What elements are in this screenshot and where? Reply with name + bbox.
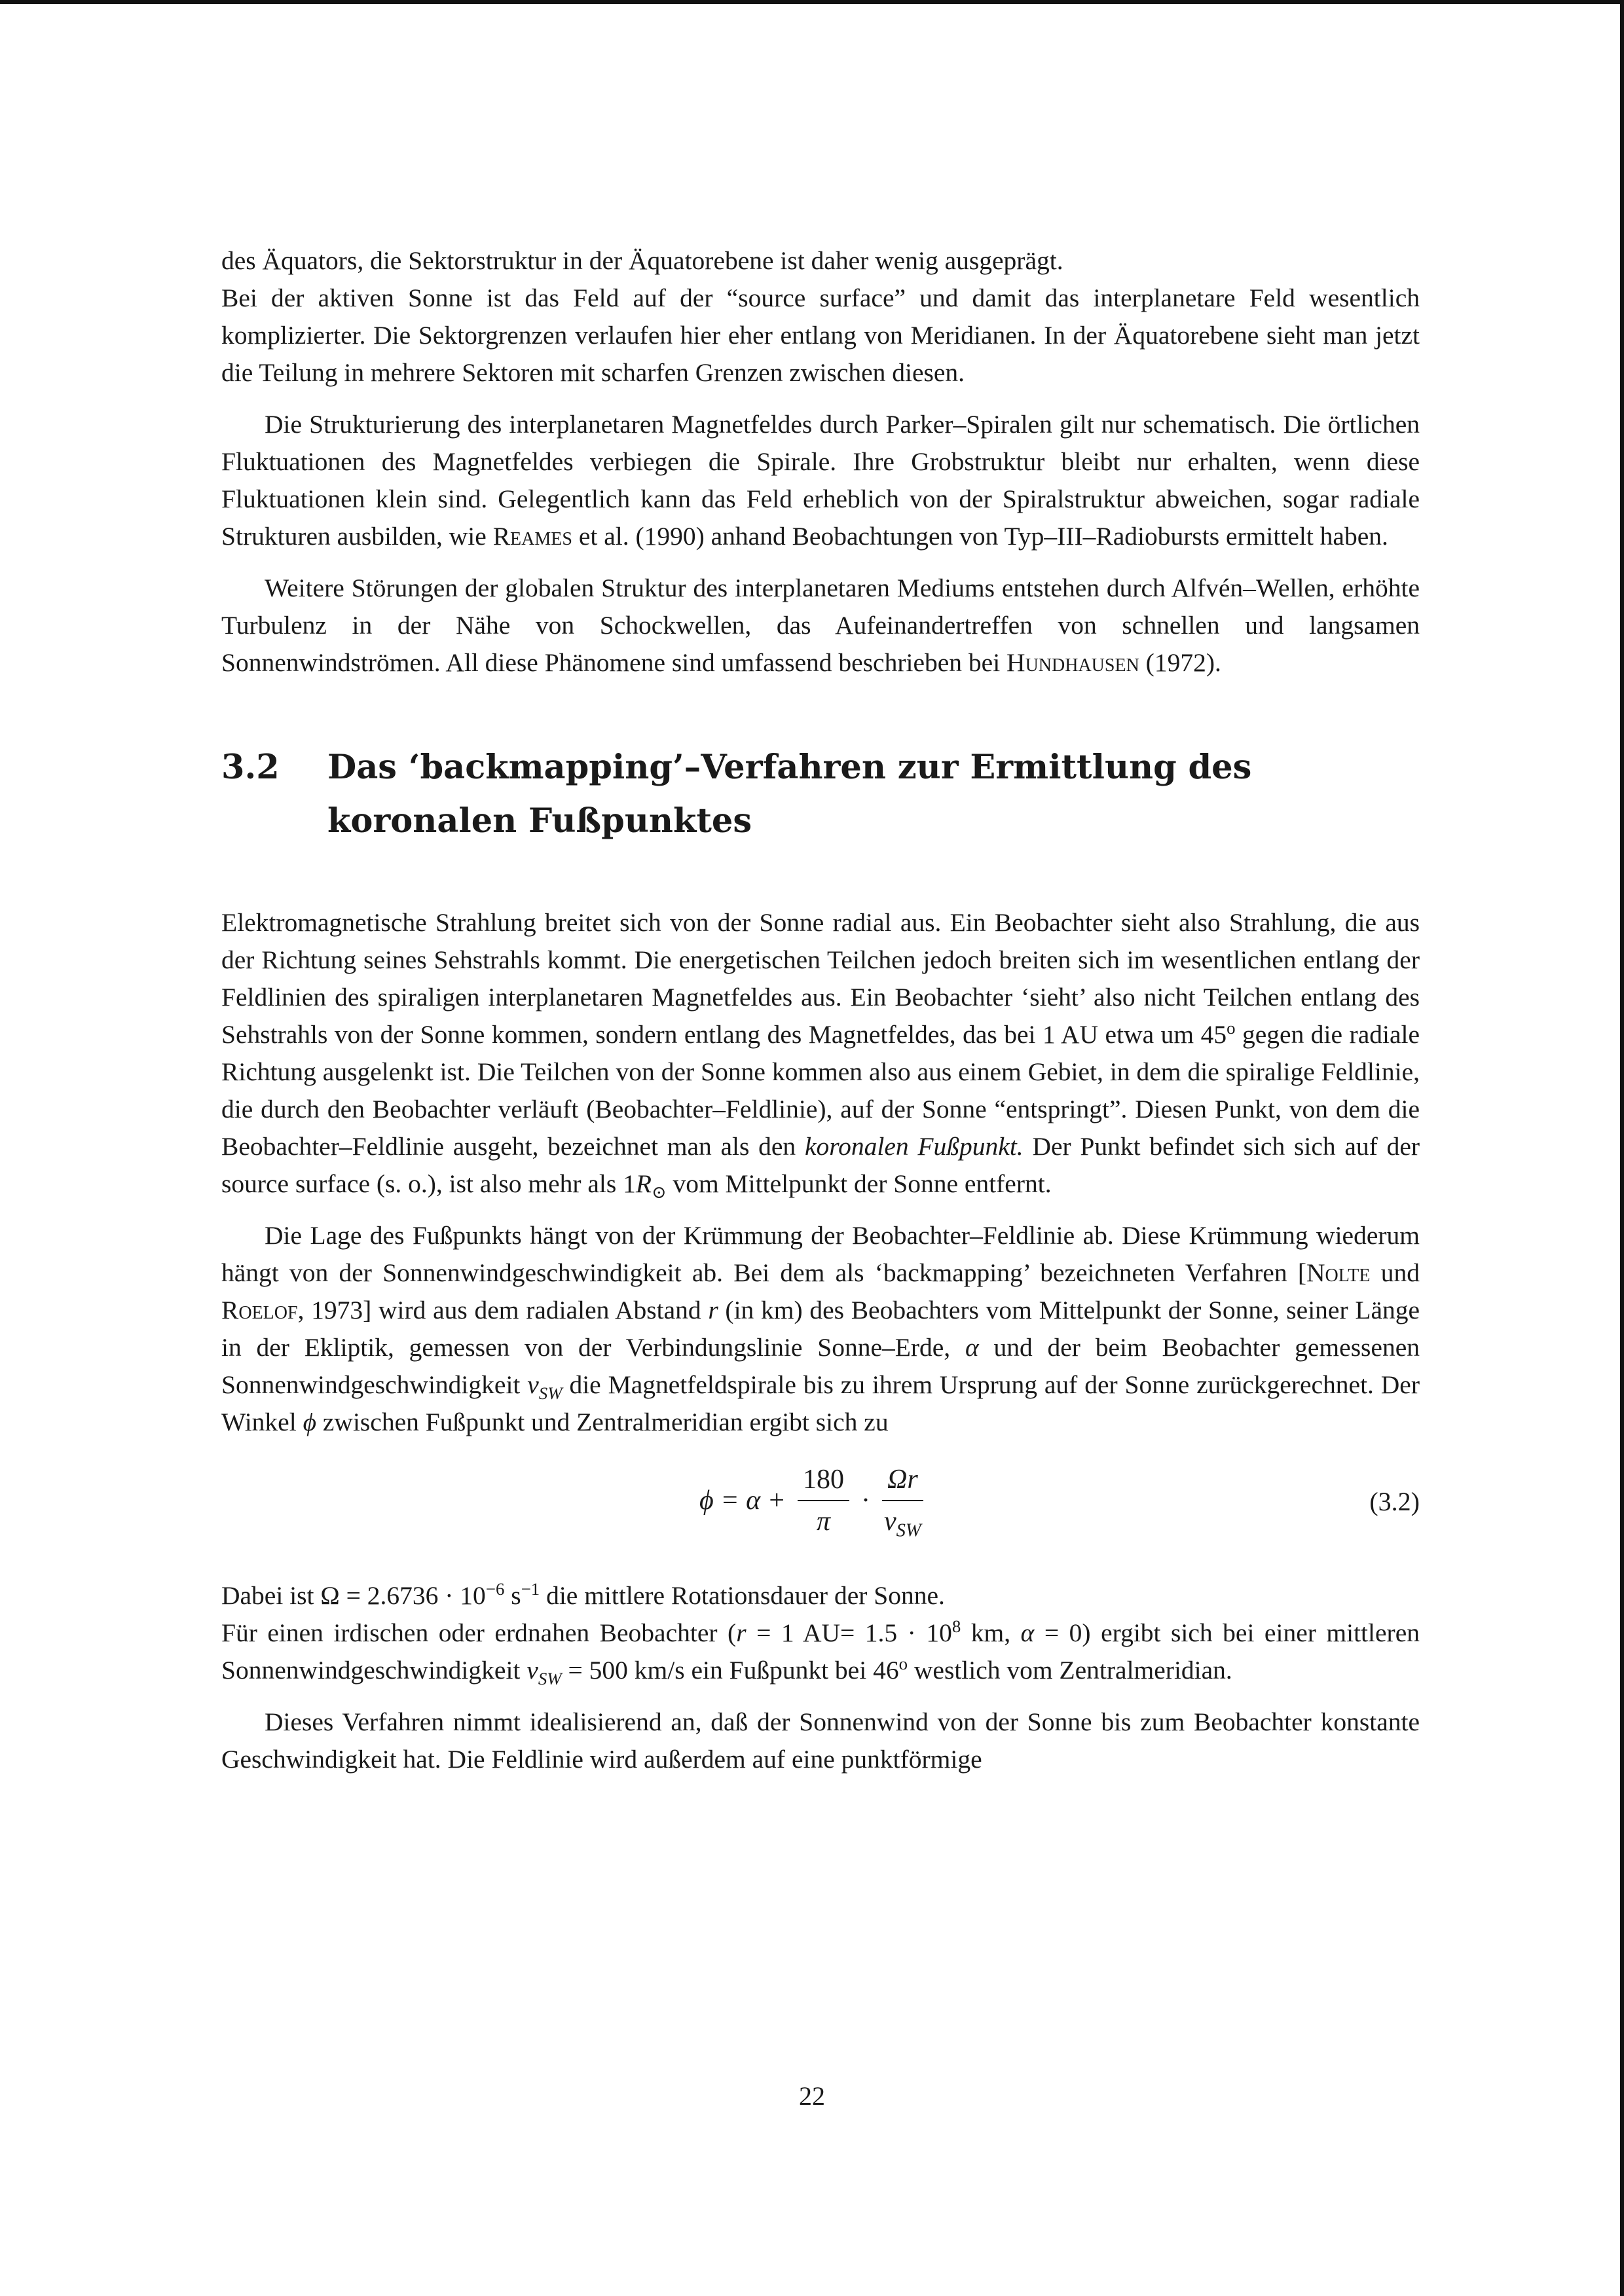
paragraph-text: = 1 AU= 1.5 · 10: [746, 1618, 952, 1647]
scan-border-right: [1620, 0, 1624, 2296]
paragraph-text: und: [1370, 1258, 1420, 1287]
fraction-180-pi: [798, 1459, 849, 1542]
exponent: −6: [485, 1578, 505, 1599]
equation-label: (3.2): [1369, 1487, 1420, 1516]
paragraph-text: des Äquators, die Sektorstruktur in der Äquatorebene ist daher wenig ausgeprägt.: [221, 246, 1063, 275]
paragraph-text: (in km) des Beobachters vom Mittelpunkt der Sonne, seiner Länge in der Ekliptik, gemessen von der Verbindungslinie Sonne–Erde,: [221, 1296, 1420, 1362]
paragraph-text: die mittlere Rotationsdauer der Sonne.: [540, 1581, 945, 1610]
paragraph-text: km,: [961, 1618, 1021, 1647]
math-r: r: [736, 1618, 747, 1647]
exponent: 8: [951, 1616, 961, 1636]
paragraph-parker-spiralen: [221, 406, 1420, 555]
paragraph-text: Die Lage des Fußpunkts hängt von der Krümmung der Beobachter–Feldlinie ab. Diese Krümmung wiederum hängt von der Sonnenwindgeschwindigkeit ab. Bei dem als ‘backmapping’ bezeichneten Verfahren [: [221, 1221, 1420, 1287]
paragraph-text: et al. (1990) anhand Beobachtungen von Typ–III–Radiobursts ermittelt haben.: [572, 522, 1388, 551]
emphasis-koronaler-fusspunkt: koronalen Fußpunkt.: [804, 1132, 1024, 1161]
paragraph-text: die Magnetfeldspirale bis zu ihrem Ursprung auf der Sonne zurückgerechnet. Der Winkel: [221, 1370, 1420, 1436]
math-sw-subscript: SW: [538, 1668, 562, 1688]
math-alpha: α: [1020, 1618, 1035, 1647]
scan-border-top: [0, 0, 1624, 4]
section-title: Das ‘backmapping’–Verfahren zur Ermittlung des koronalen Fußpunktes: [327, 748, 1252, 841]
paragraph-text: Dieses Verfahren nimmt idealisierend an, daß der Sonnenwind von der Sonne bis zum Beobachter konstante Geschwindigkeit hat. Die Feldlinie wird außerdem auf eine punktförmige: [221, 1707, 1420, 1774]
paragraph-text: Elektromagnetische Strahlung breitet sich von der Sonne radial aus. Ein Beobachter sieht also Strahlung, die aus der Richtung seines Sehstrahls kommt. Die energetischen Teilchen jedoch breiten sich im wesentlichen entlang der Feldlinien des spiraligen interplanetaren Magnetfeldes aus. Ein Beobachter ‘sieht’ also nicht Teilchen entlang des Sehstrahls von der Sonne kommen, sondern entlang des Magnetfeldes, das bei 1 AU etwa um 45: [221, 908, 1420, 1049]
fraction-numerator: Ωr: [882, 1459, 923, 1501]
paragraph-text: zwischen Fußpunkt und Zentralmeridian ergibt sich zu: [316, 1408, 889, 1436]
section-number: 3.2: [221, 748, 280, 787]
paragraph-text: westlich vom Zentralmeridian.: [908, 1656, 1232, 1685]
paragraph-text: Bei der aktiven Sonne ist das Feld auf der “source surface” und damit das interplanetare Feld wesentlich komplizierter. Die Sektorgrenzen verlaufen hier eher entlang von Meridianen. In der Äquatorebene sieht man jetzt die Teilung in mehrere Sektoren mit scharfen Grenzen zwischen diesen.: [221, 283, 1420, 387]
degree-sign: o: [898, 1653, 908, 1673]
paragraph-text: = 0) ergibt sich bei einer mittleren Sonnenwindgeschwindigkeit: [221, 1618, 1420, 1685]
paragraph-lage-fusspunkt: [221, 1217, 1420, 1441]
paragraph-text: (1972).: [1139, 648, 1221, 677]
paragraph-text: und der beim Beobachter gemessenen Sonnenwindgeschwindigkeit: [221, 1333, 1420, 1399]
multiplication-dot: ·: [860, 1485, 870, 1516]
paragraph-stoerungen: [221, 570, 1420, 682]
paragraph-text: s: [504, 1581, 521, 1610]
equation-lhs: ϕ = α +: [699, 1485, 786, 1516]
paragraph-text: Für einen irdischen oder erdnahen Beobachter (: [221, 1618, 737, 1647]
page-number: 22: [799, 2081, 825, 2111]
solar-radius-symbol: R: [635, 1169, 652, 1198]
paragraph-text: Weitere Störungen der globalen Struktur des interplanetaren Mediums entstehen durch Alfvén–Wellen, erhöhte Turbulenz in der Nähe von Schockwellen, das Aufeinandertreffen von schnellen und langsamen Sonnenwindströmen. All diese Phänomene sind umfassend beschrieben bei: [221, 574, 1420, 677]
equation-body: [699, 1459, 927, 1542]
author-roelof: Roelof: [221, 1296, 298, 1324]
author-hundhausen: Hundhausen: [1006, 648, 1139, 677]
paragraph-text: , 1973] wird aus dem radialen Abstand: [297, 1296, 709, 1324]
math-r: r: [708, 1296, 718, 1324]
paragraph-aktive-sonne: [221, 280, 1420, 392]
math-phi: ϕ: [303, 1408, 317, 1436]
sun-subscript: ⊙: [652, 1182, 667, 1202]
paragraph-text: = 500 km/s ein Fußpunkt bei 46: [561, 1656, 899, 1685]
paragraph-text: vom Mittelpunkt der Sonne entfernt.: [666, 1169, 1052, 1198]
section-heading: [221, 740, 1420, 848]
math-sw-subscript: SW: [538, 1383, 563, 1403]
paragraph-text: Dabei ist Ω = 2.6736 · 10: [221, 1581, 486, 1610]
author-nolte: Nolte: [1306, 1258, 1371, 1287]
math-v: v: [526, 1656, 538, 1685]
paragraph-strahlung: [221, 904, 1420, 1203]
paragraph-text: gegen die radiale Richtung ausgelenkt ist. Die Teilchen von der Sonne kommen also aus einem Gebiet, in dem die spiralige Feldlinie, die durch den Beobachter verläuft (Beobachter–Feldlinie), auf der Sonne “entspringt”. Diesen Punkt, von dem die Beobachter–Feldlinie ausgeht, bezeichnet man als den: [221, 1020, 1420, 1161]
math-v: v: [527, 1370, 539, 1399]
math-alpha: α: [965, 1333, 979, 1362]
author-reames: Reames: [492, 522, 572, 551]
paragraph-text: Der Punkt befindet sich sich auf der source surface (s. o.), ist also mehr als 1: [221, 1132, 1420, 1198]
paragraph-dabei: [221, 1577, 1420, 1689]
page-body: [221, 242, 1420, 1793]
fraction-denominator: [884, 1501, 921, 1542]
equation-3-2: [221, 1455, 1420, 1560]
math-v: v: [883, 1506, 896, 1537]
paragraph-dieses-verfahren: [221, 1704, 1420, 1778]
fraction-omega-r-vsw: [882, 1459, 923, 1542]
degree-sign: o: [1227, 1017, 1236, 1038]
fraction-numerator: 180: [798, 1459, 849, 1501]
fraction-denominator: π: [816, 1506, 830, 1537]
math-sw-subscript: SW: [896, 1520, 921, 1541]
paragraph-aequator: [221, 242, 1420, 280]
exponent: −1: [521, 1578, 540, 1599]
paragraph-text: Die Strukturierung des interplanetaren Magnetfeldes durch Parker–Spiralen gilt nur schematisch. Die örtlichen Fluktuationen des Magnetfeldes verbiegen die Spirale. Ihre Grobstruktur bleibt nur erhalten, wenn diese Fluktuationen klein sind. Gelegentlich kann das Feld erheblich von der Spiralstruktur abweichen, sogar radiale Strukturen ausbilden, wie: [221, 410, 1420, 551]
